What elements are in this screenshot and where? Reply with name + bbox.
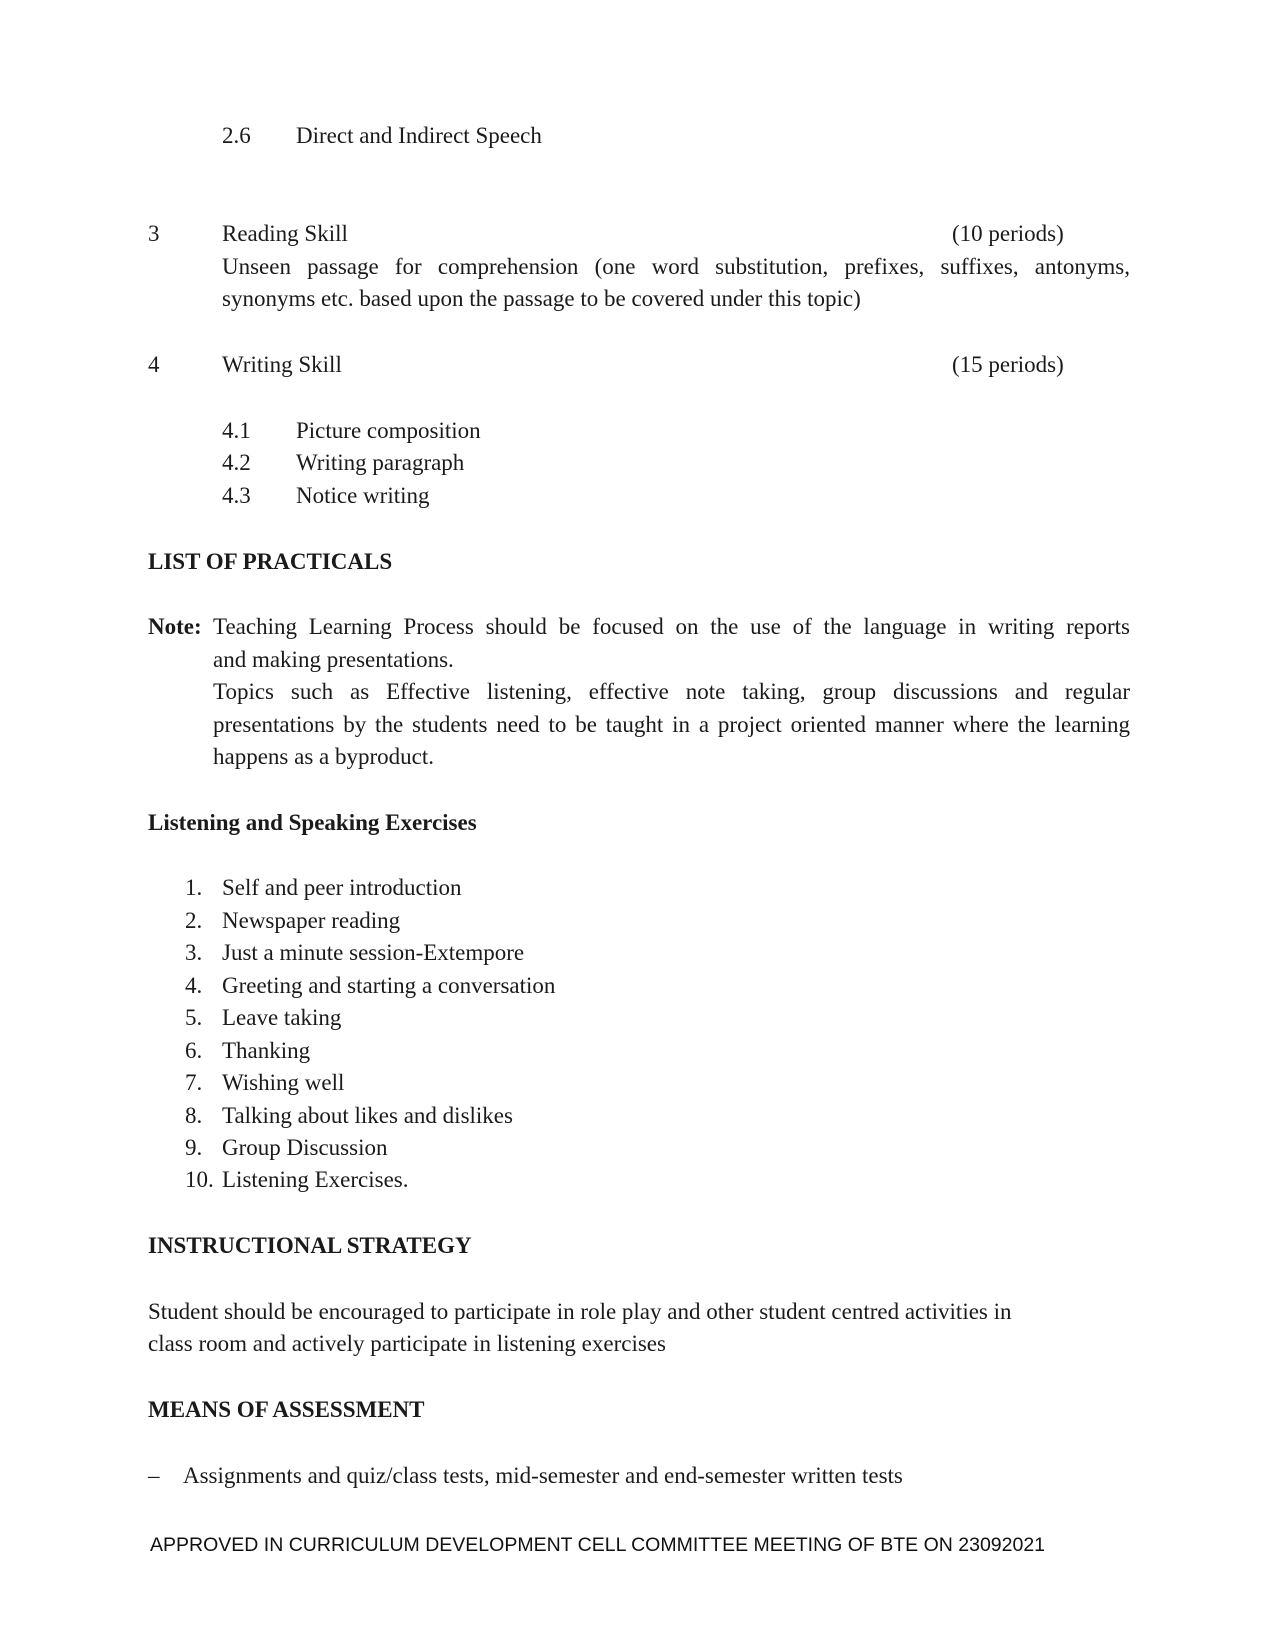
list-item: Leave taking: [222, 1005, 342, 1030]
topic-title: Reading Skill: [222, 221, 348, 246]
topic-description-line: synonyms etc. based upon the passage to be covered under this topic): [222, 286, 861, 311]
note-label: Note:: [148, 614, 202, 639]
bullet-item: Assignments and quiz/class tests, mid-semester and end-semester written tests: [183, 1463, 903, 1488]
list-item-number: 9.: [185, 1135, 203, 1160]
list-item: Group Discussion: [222, 1135, 388, 1160]
section-heading: MEANS OF ASSESSMENT: [148, 1397, 425, 1422]
note-line: Teaching Learning Process should be focused on the use of the language in writing reports: [213, 614, 1130, 639]
subtopic-number: 4.2: [222, 450, 251, 475]
list-item: Newspaper reading: [222, 908, 401, 933]
note-line: happens as a byproduct.: [213, 744, 434, 769]
paragraph-line: Student should be encouraged to participate in role play and other student centred activities in: [148, 1299, 1012, 1324]
list-item-number: 6.: [185, 1038, 203, 1063]
list-item-number: 3.: [185, 940, 203, 965]
topic-periods: (10 periods): [952, 221, 1064, 246]
note-line: Topics such as Effective listening, effective note taking, group discussions and regular: [213, 679, 1130, 704]
list-item-number: 10.: [185, 1167, 214, 1192]
list-item: Thanking: [222, 1038, 311, 1063]
list-item-number: 1.: [185, 875, 203, 900]
list-item-number: 7.: [185, 1070, 203, 1095]
paragraph-line: class room and actively participate in listening exercises: [148, 1331, 666, 1356]
subtopic-title: Notice writing: [296, 483, 430, 508]
list-item: Greeting and starting a conversation: [222, 973, 556, 998]
list-item: Talking about likes and dislikes: [222, 1103, 513, 1128]
topic-description-line: Unseen passage for comprehension (one word substitution, prefixes, suffixes, antonyms,: [222, 254, 1130, 279]
subtopic-number: 2.6: [222, 123, 251, 148]
page-footer: APPROVED IN CURRICULUM DEVELOPMENT CELL COMMITTEE MEETING OF BTE ON 23092021: [150, 1534, 1046, 1556]
subtopic-title: Direct and Indirect Speech: [296, 123, 542, 148]
section-heading: INSTRUCTIONAL STRATEGY: [148, 1233, 472, 1258]
subtopic-title: Writing paragraph: [296, 450, 465, 475]
list-item: Wishing well: [222, 1070, 345, 1095]
topic-title: Writing Skill: [222, 352, 342, 377]
list-item-number: 4.: [185, 973, 203, 998]
list-item: Listening Exercises.: [222, 1167, 409, 1192]
subtopic-number: 4.1: [222, 418, 251, 443]
subsection-heading: Listening and Speaking Exercises: [148, 810, 477, 835]
list-item-number: 2.: [185, 908, 203, 933]
section-heading: LIST OF PRACTICALS: [148, 549, 393, 574]
note-line: and making presentations.: [213, 647, 454, 672]
topic-number: 4: [148, 352, 160, 377]
bullet-dash: –: [148, 1463, 160, 1488]
list-item: Self and peer introduction: [222, 875, 462, 900]
list-item-number: 8.: [185, 1103, 203, 1128]
list-item: Just a minute session-Extempore: [222, 940, 525, 965]
topic-periods: (15 periods): [952, 352, 1064, 377]
note-line: presentations by the students need to be taught in a project oriented manner where the learning: [213, 712, 1130, 737]
subtopic-title: Picture composition: [296, 418, 481, 443]
topic-number: 3: [148, 221, 160, 246]
subtopic-number: 4.3: [222, 483, 251, 508]
list-item-number: 5.: [185, 1005, 203, 1030]
